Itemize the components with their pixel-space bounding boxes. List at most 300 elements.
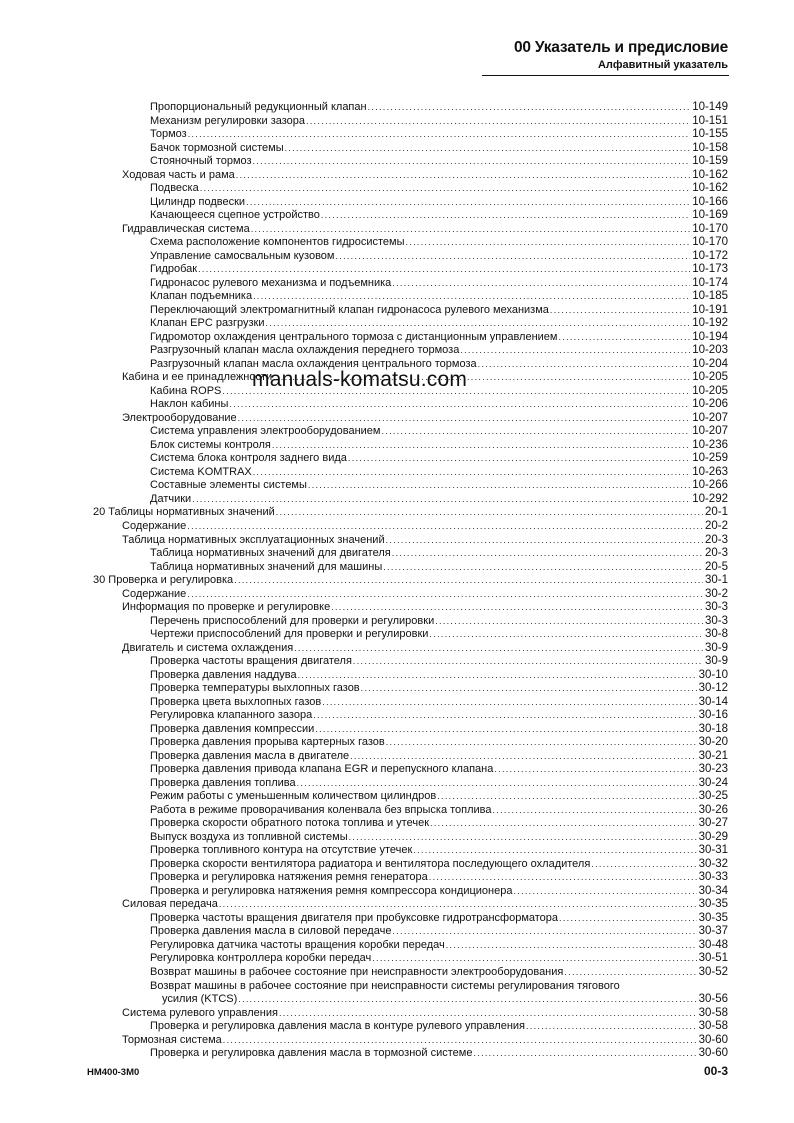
- toc-entry[interactable]: [0, 1034, 794, 1048]
- dot-leader: [513, 885, 696, 899]
- header-divider: [482, 75, 729, 76]
- dot-leader: [238, 993, 696, 1007]
- toc-entry-page: 10-158: [692, 141, 728, 154]
- toc-entry[interactable]: [0, 466, 794, 480]
- dot-leader: [435, 615, 703, 629]
- toc-entry-page: 30-27: [698, 817, 728, 830]
- toc-entry[interactable]: [0, 547, 794, 561]
- toc-entry-title: Работа в режиме проворачивания коленвала без впрыска топлива: [150, 803, 492, 816]
- toc-entry-title: Проверка цвета выхлопных газов: [150, 695, 322, 708]
- toc-entry-line: [122, 520, 728, 534]
- toc-entry-page: 10-159: [692, 155, 728, 168]
- toc-entry-page: 30-37: [698, 925, 728, 938]
- toc-entry-title: Проверка частоты вращения двигателя: [150, 655, 352, 668]
- toc-entry-line: [122, 169, 728, 183]
- toc-entry[interactable]: [0, 439, 794, 453]
- watermark: manuals-komatsu.com: [252, 368, 468, 391]
- toc-entry-line: [150, 236, 728, 250]
- toc-entry-page: 30-8: [704, 628, 728, 641]
- toc-entry-page: 30-26: [698, 803, 728, 816]
- toc-entry-title: Проверка температуры выхлопных газов: [150, 682, 360, 695]
- toc-entry-title: Проверка давления прорыва картерных газов: [150, 736, 385, 749]
- toc-entry[interactable]: [0, 317, 794, 331]
- toc-entry[interactable]: [0, 912, 794, 926]
- toc-entry[interactable]: [0, 1020, 794, 1034]
- toc-entry-page: 10-263: [692, 465, 728, 478]
- toc-entry-title: Система KOMTRAX: [150, 465, 252, 478]
- toc-entry-title: Механизм регулировки зазора: [150, 114, 306, 127]
- toc-entry-title: Датчики: [150, 492, 192, 505]
- toc-entry-page: 10-266: [692, 479, 728, 492]
- toc-entry-title: Регулировка датчика частоты вращения коробки передач: [150, 938, 445, 951]
- dot-leader: [315, 723, 696, 737]
- toc-entry[interactable]: [0, 263, 794, 277]
- toc-entry[interactable]: [0, 304, 794, 318]
- toc-entry-page: 30-20: [698, 736, 728, 749]
- dot-leader: [559, 912, 697, 926]
- toc-entry-line: [162, 993, 728, 1007]
- toc-entry-line: [150, 493, 728, 507]
- toc-entry-page: 30-24: [698, 776, 728, 789]
- toc-entry-title: Разгрузочный клапан масла охлаждения переднего тормоза: [150, 344, 460, 357]
- toc-entry-line: [150, 912, 728, 926]
- toc-entry-title: Блок системы контроля: [150, 438, 271, 451]
- toc-entry-title: Проверка и регулировка давления масла в контуре рулевого управления: [150, 1020, 525, 1033]
- toc-entry-title: Тормозная система: [122, 1033, 222, 1046]
- toc-entry-title: Бачок тормозной системы: [150, 141, 284, 154]
- dot-leader: [591, 858, 696, 872]
- toc-entry-title: Гидробак: [150, 263, 198, 276]
- toc-entry-title: Стояночный тормоз: [150, 155, 252, 168]
- toc-entry[interactable]: [0, 412, 794, 426]
- toc-entry-page: 10-205: [692, 384, 728, 397]
- dot-leader: [188, 128, 690, 142]
- toc-entry[interactable]: [0, 223, 794, 237]
- toc-entry[interactable]: [0, 398, 794, 412]
- table-of-contents: [0, 101, 794, 1061]
- toc-entry[interactable]: [0, 939, 794, 953]
- toc-entry-line: [150, 1020, 728, 1034]
- toc-entry-line: [150, 939, 728, 953]
- toc-entry-line: [150, 709, 728, 723]
- toc-entry-page: 30-34: [698, 884, 728, 897]
- toc-entry-title: Ходовая часть и рама: [122, 168, 235, 181]
- toc-entry-line: [122, 1007, 728, 1021]
- dot-leader: [460, 344, 690, 358]
- toc-entry[interactable]: [0, 750, 794, 764]
- toc-entry-page: 20-3: [704, 547, 728, 560]
- toc-entry-page: 30-3: [704, 601, 728, 614]
- toc-entry-line: [150, 885, 728, 899]
- toc-entry-page: 30-1: [704, 574, 728, 587]
- toc-entry[interactable]: [0, 479, 794, 493]
- toc-entry-line: [150, 925, 728, 939]
- toc-entry[interactable]: [0, 277, 794, 291]
- toc-entry[interactable]: [0, 790, 794, 804]
- toc-entry-page: 30-58: [698, 1020, 728, 1033]
- toc-entry-line: [150, 750, 728, 764]
- toc-entry[interactable]: [0, 601, 794, 615]
- toc-entry-line: [150, 628, 728, 642]
- toc-entry[interactable]: [0, 871, 794, 885]
- toc-entry[interactable]: [0, 696, 794, 710]
- dot-leader: [429, 628, 703, 642]
- toc-entry-title: Система блока контроля заднего вида: [150, 452, 347, 465]
- toc-entry-page: 10-207: [692, 411, 728, 424]
- dot-leader: [251, 223, 691, 237]
- toc-entry-line: [93, 506, 728, 520]
- toc-entry-title: Составные элементы системы: [150, 479, 307, 492]
- toc-entry-page: 10-191: [692, 303, 728, 316]
- toc-entry[interactable]: [0, 777, 794, 791]
- toc-entry-title: Таблица нормативных значений для машины: [150, 560, 383, 573]
- dot-leader: [229, 398, 690, 412]
- toc-entry-line: [150, 331, 728, 345]
- toc-entry-page: 20-5: [704, 560, 728, 573]
- toc-entry-line: [150, 182, 728, 196]
- toc-entry[interactable]: [0, 588, 794, 602]
- toc-entry-page: 30-32: [698, 857, 728, 870]
- dot-leader: [430, 817, 697, 831]
- toc-entry-title: 30 Проверка и регулировка: [93, 574, 234, 587]
- toc-entry[interactable]: [0, 669, 794, 683]
- toc-entry[interactable]: [0, 574, 794, 588]
- toc-entry[interactable]: [0, 817, 794, 831]
- toc-entry-page: 30-10: [698, 668, 728, 681]
- dot-leader: [564, 966, 696, 980]
- toc-entry-page: 30-51: [698, 952, 728, 965]
- toc-entry-page: 30-3: [704, 614, 728, 627]
- toc-entry-title: Управление самосвальным кузовом: [150, 249, 335, 262]
- toc-entry-page: 10-155: [692, 128, 728, 141]
- dot-leader: [526, 1020, 697, 1034]
- toc-entry-title: Проверка давления масла в двигателе: [150, 749, 350, 762]
- toc-entry[interactable]: [0, 209, 794, 223]
- toc-entry-line: [150, 101, 728, 115]
- toc-entry-title: Гидромотор охлаждения центрального тормоза с дистанционным управлением: [150, 330, 558, 343]
- toc-entry-title: Таблица нормативных эксплуатационных значений: [122, 533, 385, 546]
- toc-entry[interactable]: [0, 925, 794, 939]
- toc-entry[interactable]: [0, 169, 794, 183]
- toc-entry-page: 10-185: [692, 290, 728, 303]
- toc-entry[interactable]: [0, 155, 794, 169]
- footer-model: HM400-3M0: [87, 1067, 140, 1078]
- toc-entry-page: 10-204: [692, 357, 728, 370]
- toc-entry-page: 10-203: [692, 344, 728, 357]
- toc-entry[interactable]: [0, 290, 794, 304]
- toc-entry-title: Содержание: [122, 519, 187, 532]
- toc-entry-page: 30-2: [704, 587, 728, 600]
- toc-entry-title: Режим работы с уменьшенным количеством цилиндров: [150, 790, 437, 803]
- dot-leader: [272, 439, 690, 453]
- toc-entry-title: Регулировка клапанного зазора: [150, 709, 313, 722]
- toc-entry-title: Проверка давления топлива: [150, 776, 296, 789]
- toc-entry[interactable]: [0, 804, 794, 818]
- dot-leader: [381, 425, 690, 439]
- toc-entry[interactable]: [0, 966, 794, 980]
- toc-entry-page: 10-194: [692, 330, 728, 343]
- dot-leader: [478, 358, 691, 372]
- toc-entry-line: [150, 277, 728, 291]
- dot-leader: [322, 696, 696, 710]
- dot-leader: [392, 547, 703, 561]
- toc-entry[interactable]: [0, 858, 794, 872]
- toc-entry-page: 30-60: [698, 1033, 728, 1046]
- toc-entry-title: Гидронасос рулевого механизма и подъемника: [150, 276, 392, 289]
- toc-entry-title: Проверка скорости обратного потока топлива и утечек: [150, 817, 430, 830]
- toc-entry-page: 10-166: [692, 195, 728, 208]
- toc-entry-page: 30-18: [698, 722, 728, 735]
- toc-entry-page: 30-35: [698, 898, 728, 911]
- toc-entry-title: Проверка и регулировка давления масла в тормозной системе: [150, 1047, 473, 1060]
- toc-entry-line: [150, 736, 728, 750]
- toc-entry[interactable]: [0, 250, 794, 264]
- toc-entry-line: [122, 1034, 728, 1048]
- dot-leader: [386, 736, 697, 750]
- dot-leader: [386, 534, 703, 548]
- toc-entry-title: Кабина и ее принадлежности: [122, 371, 273, 384]
- toc-entry-line: [150, 655, 728, 669]
- dot-leader: [236, 169, 690, 183]
- dot-leader: [234, 574, 703, 588]
- toc-entry[interactable]: [0, 493, 794, 507]
- toc-entry-page: 20-1: [704, 506, 728, 519]
- toc-entry-page: 30-56: [698, 993, 728, 1006]
- toc-entry-title: Наклон кабины: [150, 398, 229, 411]
- toc-entry-line: [122, 601, 728, 615]
- toc-entry-page: 10-169: [692, 209, 728, 222]
- dot-leader: [246, 196, 690, 210]
- toc-entry-line: [150, 209, 728, 223]
- dot-leader: [550, 304, 690, 318]
- toc-entry-page: 10-292: [692, 492, 728, 505]
- dot-leader: [446, 939, 697, 953]
- toc-entry-line: [150, 439, 728, 453]
- toc-entry-line: [150, 128, 728, 142]
- dot-leader: [558, 331, 690, 345]
- toc-entry[interactable]: [0, 331, 794, 345]
- toc-entry-line: [150, 669, 728, 683]
- dot-leader: [429, 871, 697, 885]
- toc-entry-title: Проверка скорости вентилятора радиатора и вентилятора последующего охладителя: [150, 857, 591, 870]
- toc-entry-page: 30-29: [698, 830, 728, 843]
- toc-entry-line: [150, 466, 728, 480]
- toc-entry-title: Содержание: [122, 587, 187, 600]
- dot-leader: [279, 1007, 697, 1021]
- toc-entry-line: [150, 682, 728, 696]
- toc-entry[interactable]: [0, 952, 794, 966]
- toc-entry-line: [150, 817, 728, 831]
- toc-entry[interactable]: [0, 1047, 794, 1061]
- toc-entry-title: Проверка давления масла в силовой передаче: [150, 925, 392, 938]
- dot-leader: [294, 642, 703, 656]
- toc-entry[interactable]: [0, 1007, 794, 1021]
- toc-entry[interactable]: [0, 425, 794, 439]
- toc-entry-line: [150, 615, 728, 629]
- toc-entry[interactable]: [0, 682, 794, 696]
- toc-entry-line: [150, 790, 728, 804]
- toc-entry[interactable]: [0, 628, 794, 642]
- toc-entry[interactable]: [0, 182, 794, 196]
- dot-leader: [383, 561, 703, 575]
- toc-entry[interactable]: [0, 723, 794, 737]
- toc-entry-page: 10-173: [692, 263, 728, 276]
- toc-entry-page: 10-149: [692, 101, 728, 113]
- toc-entry[interactable]: [0, 344, 794, 358]
- toc-entry-line: [122, 223, 728, 237]
- toc-entry-page: 10-192: [692, 317, 728, 330]
- dot-leader: [223, 1034, 697, 1048]
- dot-leader: [361, 682, 697, 696]
- toc-entry-page: 30-48: [698, 938, 728, 951]
- toc-entry-page: 30-12: [698, 682, 728, 695]
- toc-entry[interactable]: [0, 236, 794, 250]
- toc-entry[interactable]: [0, 736, 794, 750]
- toc-entry-title: Проверка частоты вращения двигателя при пробуксовке гидротрансформатора: [150, 911, 559, 924]
- toc-entry-line: [150, 763, 728, 777]
- dot-leader: [494, 763, 696, 777]
- toc-entry-page: 10-151: [692, 114, 728, 127]
- toc-entry-line: [122, 898, 728, 912]
- toc-entry-title: Тормоз: [150, 128, 187, 141]
- toc-entry[interactable]: [0, 993, 794, 1007]
- toc-entry-title: Проверка и регулировка натяжения ремня генератора: [150, 871, 428, 884]
- toc-entry-page: 30-21: [698, 749, 728, 762]
- toc-entry[interactable]: [0, 534, 794, 548]
- toc-entry-title: Возврат машины в рабочее состояние при неисправности системы регулирования тягового: [150, 979, 620, 992]
- toc-entry-line: [150, 858, 728, 872]
- toc-entry-line: [150, 290, 728, 304]
- toc-entry-line: [122, 588, 728, 602]
- toc-entry-line: [122, 534, 728, 548]
- toc-entry-title: Схема расположение компонентов гидросистемы: [150, 236, 405, 249]
- dot-leader: [350, 750, 696, 764]
- toc-entry-page: 30-58: [698, 1006, 728, 1019]
- footer-page-number: 00-3: [703, 1064, 728, 1078]
- toc-entry-page: 30-33: [698, 871, 728, 884]
- dot-leader: [306, 115, 690, 129]
- toc-entry-page: 10-174: [692, 276, 728, 289]
- toc-entry-line: [150, 1047, 728, 1061]
- toc-entry[interactable]: [0, 642, 794, 656]
- dot-leader: [331, 601, 703, 615]
- dot-leader: [349, 831, 697, 845]
- toc-entry-page: 10-170: [692, 222, 728, 235]
- toc-entry-title: Подвеска: [150, 182, 199, 195]
- dot-leader: [192, 493, 690, 507]
- toc-entry-page: 10-162: [692, 168, 728, 181]
- toc-entry[interactable]: [0, 128, 794, 142]
- dot-leader: [368, 101, 691, 115]
- toc-entry[interactable]: [0, 196, 794, 210]
- toc-entry-line: [150, 777, 728, 791]
- dot-leader: [297, 777, 697, 791]
- toc-entry[interactable]: [0, 101, 794, 115]
- toc-entry-line: [150, 844, 728, 858]
- toc-entry-line: [150, 196, 728, 210]
- toc-entry[interactable]: [0, 561, 794, 575]
- toc-entry[interactable]: [0, 831, 794, 845]
- toc-entry-title: Кабина ROPS: [150, 384, 222, 397]
- dot-leader: [285, 142, 691, 156]
- dot-leader: [348, 452, 690, 466]
- toc-entry[interactable]: [0, 520, 794, 534]
- toc-entry-title: Цилиндр подвески: [150, 195, 246, 208]
- toc-entry-page: 30-16: [698, 709, 728, 722]
- toc-entry-title: Чертежи приспособлений для проверки и регулировки: [150, 628, 429, 641]
- toc-entry[interactable]: [0, 709, 794, 723]
- toc-entry-line: [150, 547, 728, 561]
- toc-entry-page: 30-31: [698, 844, 728, 857]
- toc-entry-page: 20-3: [704, 533, 728, 546]
- toc-entry-line: [150, 966, 728, 980]
- toc-entry-title: Система рулевого управления: [122, 1006, 278, 1019]
- dot-leader: [276, 506, 703, 520]
- toc-entry-title: Регулировка контроллера коробки передач: [150, 952, 372, 965]
- toc-entry-page: 30-9: [704, 641, 728, 654]
- toc-entry-title: усилия (KTCS): [162, 993, 238, 1006]
- toc-entry-page: 30-35: [698, 911, 728, 924]
- toc-entry-title: Проверка и регулировка натяжения ремня компрессора кондиционера: [150, 884, 513, 897]
- dot-leader: [335, 250, 690, 264]
- toc-entry[interactable]: [0, 980, 794, 994]
- toc-entry-line: [150, 831, 728, 845]
- dot-leader: [238, 412, 691, 426]
- toc-entry-page: 30-60: [698, 1047, 728, 1060]
- toc-entry-line: [150, 871, 728, 885]
- toc-entry-title: Проверка топливного контура на отсутствие утечек: [150, 844, 413, 857]
- toc-entry-title: Проверка давления компрессии: [150, 722, 315, 735]
- toc-entry-line: [150, 980, 728, 994]
- toc-entry-line: [150, 804, 728, 818]
- section-subtitle: Алфавитный указатель: [597, 59, 728, 71]
- toc-entry[interactable]: [0, 142, 794, 156]
- toc-entry[interactable]: [0, 885, 794, 899]
- dot-leader: [353, 655, 703, 669]
- toc-entry-line: [150, 250, 728, 264]
- dot-leader: [392, 925, 696, 939]
- toc-entry-line: [150, 263, 728, 277]
- toc-entry-page: 10-207: [692, 425, 728, 438]
- toc-entry[interactable]: [0, 115, 794, 129]
- toc-entry-title: Силовая передача: [122, 898, 218, 911]
- toc-entry-title: Переключающий электромагнитный клапан гидронасоса рулевого механизма: [150, 303, 549, 316]
- dot-leader: [298, 669, 697, 683]
- toc-entry[interactable]: [0, 452, 794, 466]
- toc-entry[interactable]: [0, 898, 794, 912]
- dot-leader: [372, 952, 696, 966]
- toc-entry[interactable]: [0, 844, 794, 858]
- toc-entry-line: [150, 952, 728, 966]
- toc-entry-title: Система управления электрооборудованием: [150, 425, 381, 438]
- toc-entry-title: Выпуск воздуха из топливной системы: [150, 830, 348, 843]
- toc-entry[interactable]: [0, 655, 794, 669]
- toc-entry-title: Пропорциональный редукционный клапан: [150, 101, 367, 113]
- toc-entry-page: 20-2: [704, 519, 728, 532]
- toc-entry-page: 30-52: [698, 966, 728, 978]
- toc-entry-title: Перечень приспособлений для проверки и регулировки: [150, 614, 435, 627]
- toc-entry[interactable]: [0, 506, 794, 520]
- toc-entry[interactable]: [0, 615, 794, 629]
- toc-entry-line: [150, 723, 728, 737]
- toc-entry-title: 20 Таблицы нормативных значений: [93, 506, 275, 519]
- dot-leader: [308, 479, 690, 493]
- toc-entry-line: [93, 574, 728, 588]
- toc-entry[interactable]: [0, 763, 794, 777]
- toc-entry-title: Проверка давления привода клапана EGR и перепускного клапана: [150, 763, 494, 776]
- dot-leader: [493, 804, 697, 818]
- toc-entry-page: 10-170: [692, 236, 728, 249]
